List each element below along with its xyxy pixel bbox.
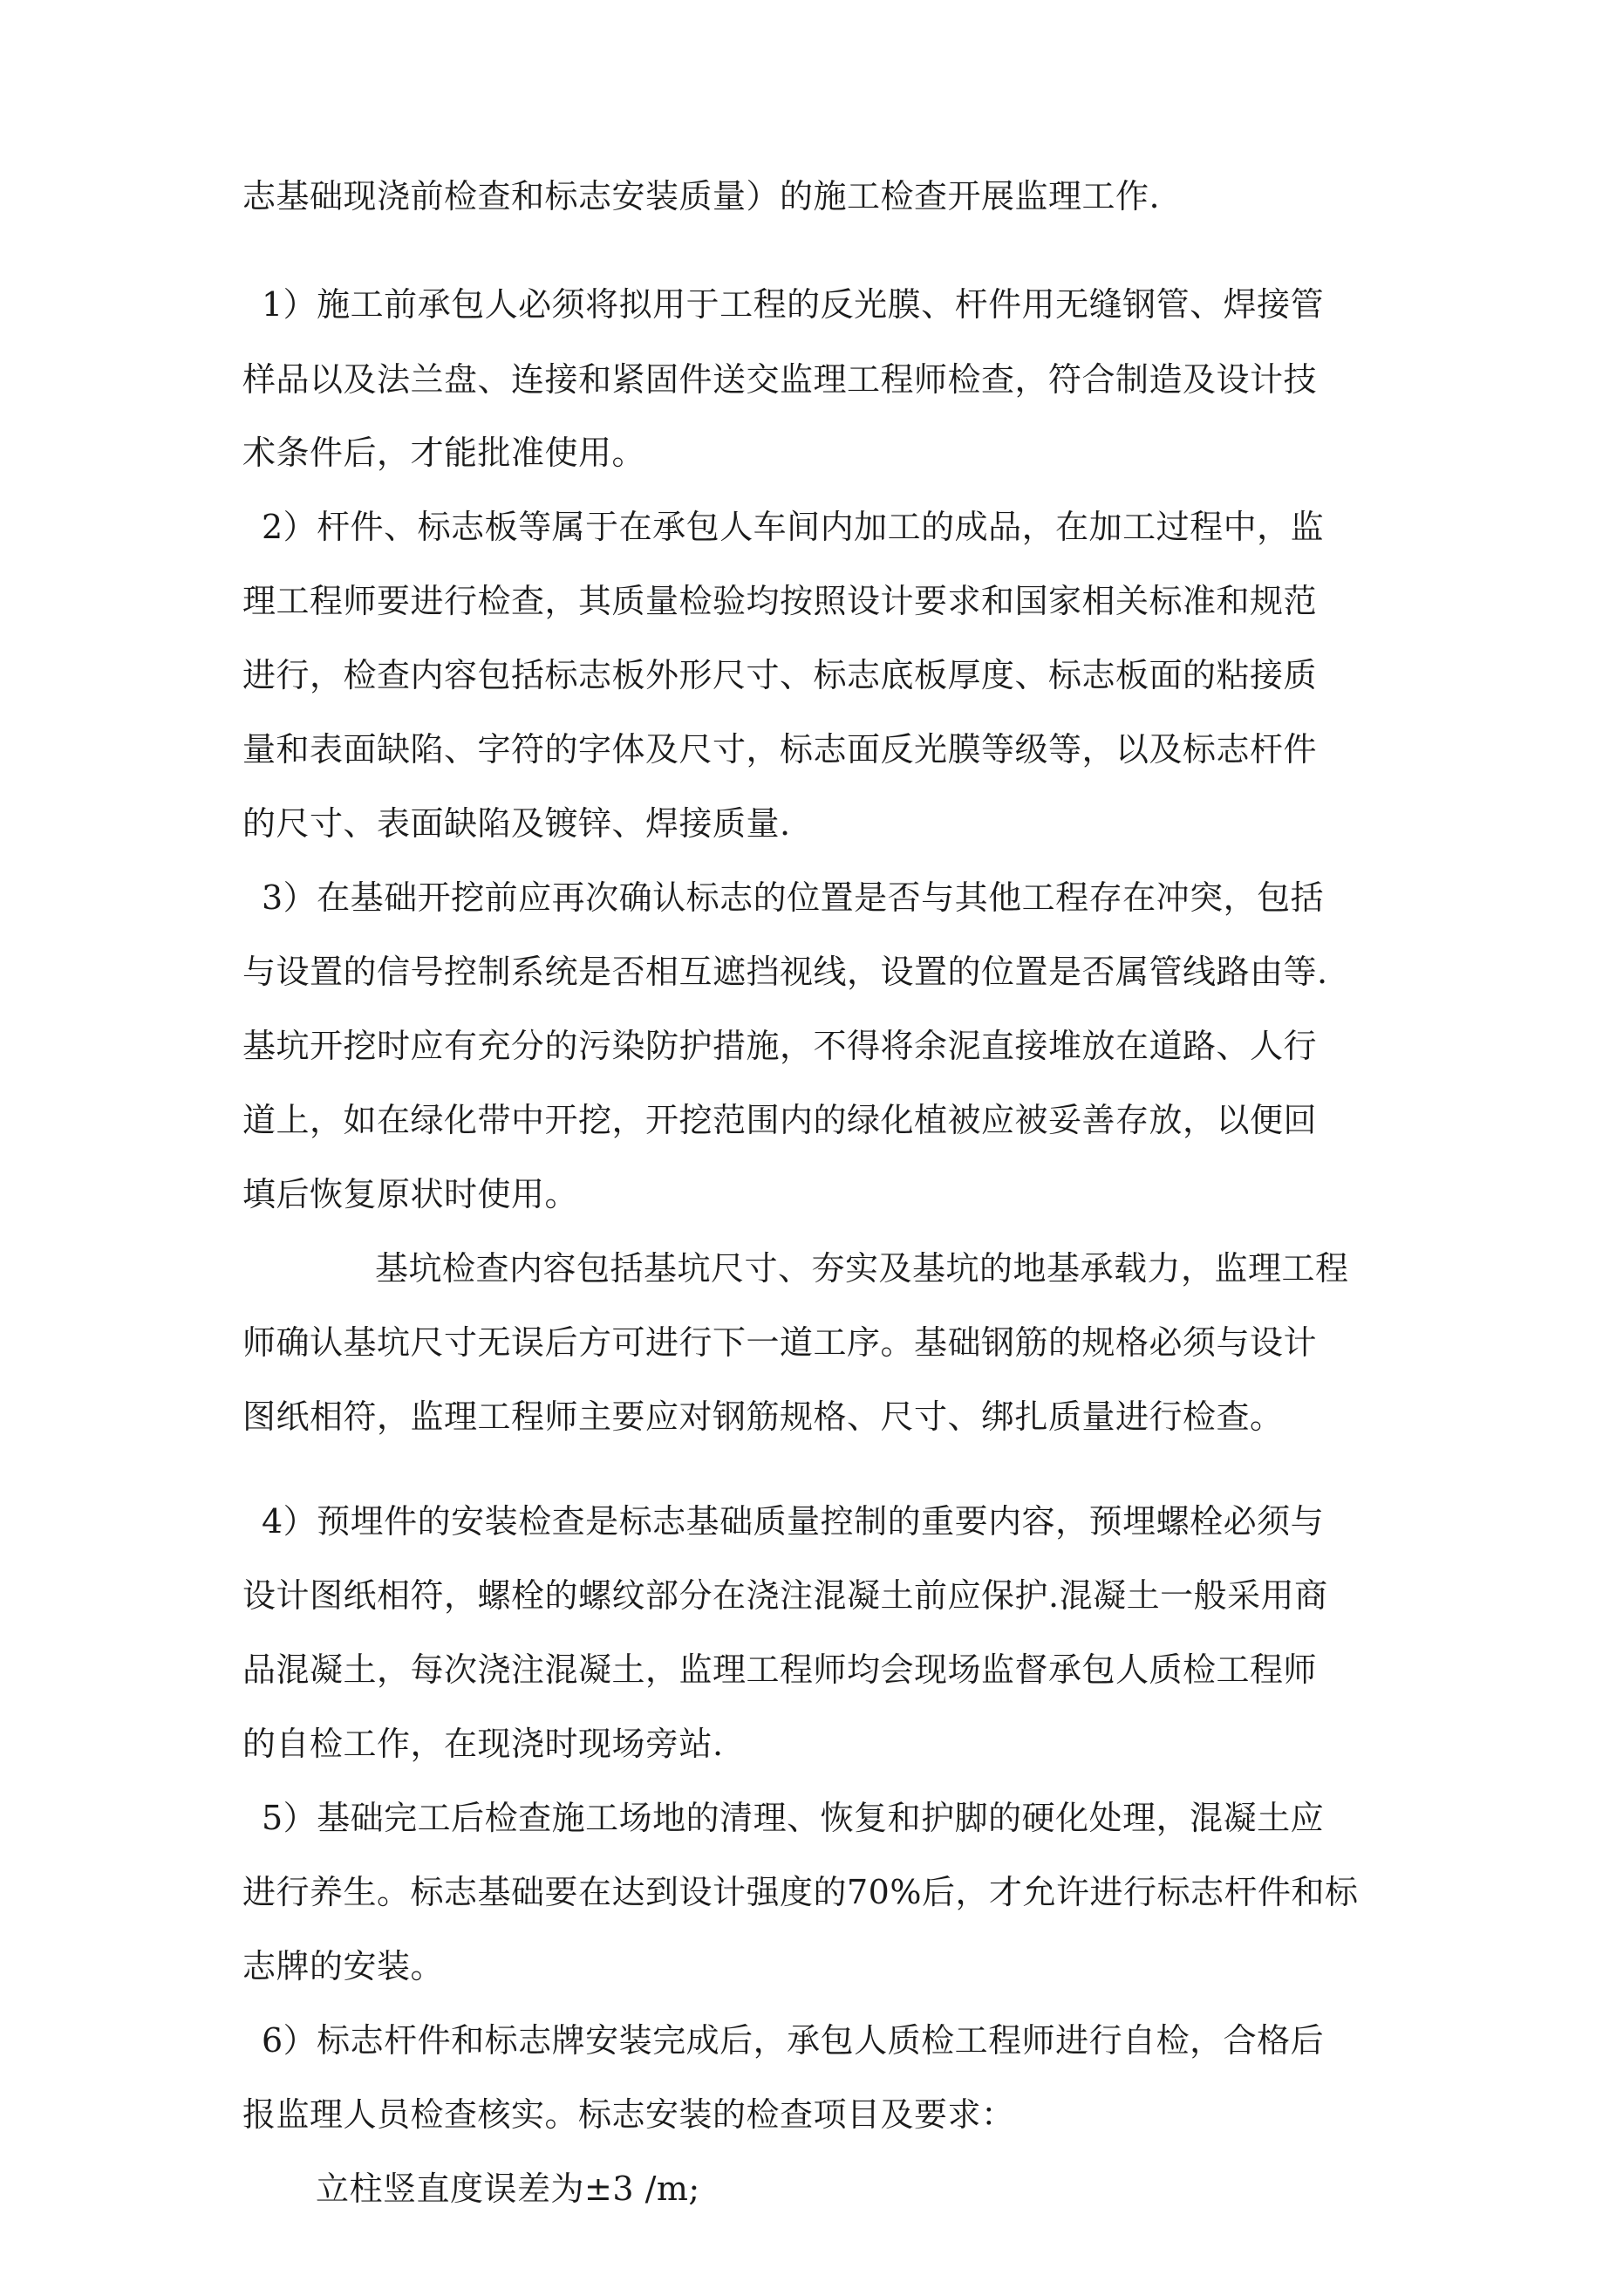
text-line: 志牌的安装。 — [242, 1947, 445, 1985]
text-line: 基坑开挖时应有充分的污染防护措施，不得将余泥直接堆放在道路、人行 — [242, 1027, 1318, 1065]
text-line: 理工程师要进行检查，其质量检验均按照设计要求和国家相关标准和规范 — [242, 582, 1318, 620]
text-line: 与设置的信号控制系统是否相互遮挡视线，设置的位置是否属管线路由等. — [242, 953, 1328, 991]
text-line: 品混凝土，每次浇注混凝土，监理工程师均会现场监督承包人质检工程师 — [242, 1650, 1318, 1689]
text-line: 样品以及法兰盘、连接和紧固件送交监理工程师检查，符合制造及设计技 — [242, 360, 1318, 399]
list-item-5-line: 5）基础完工后检查施工场地的清理、恢复和护脚的硬化处理，混凝土应 — [262, 1799, 1325, 1837]
text-line: 设计图纸相符，螺栓的螺纹部分在浇注混凝土前应保护.混凝土一般采用商 — [242, 1576, 1328, 1615]
text-line: 的自检工作，在现浇时现场旁站. — [242, 1725, 724, 1763]
text-line: 量和表面缺陷、字符的字体及尺寸，标志面反光膜等级等，以及标志杆件 — [242, 730, 1318, 769]
list-item-1-line: 1）施工前承包人必须将拟用于工程的反光膜、杆件用无缝钢管、焊接管 — [262, 285, 1325, 324]
text-line: 进行养生。标志基础要在达到设计强度的70%后，才允许进行标志杆件和标 — [242, 1873, 1359, 1911]
requirement-line: 立柱竖直度误差为±3 /m; — [316, 2170, 700, 2208]
text-line: 进行，检查内容包括标志板外形尺寸、标志底板厚度、标志板面的粘接质 — [242, 656, 1318, 694]
text-line: 师确认基坑尺寸无误后方可进行下一道工序。基础钢筋的规格必须与设计 — [242, 1323, 1318, 1362]
text-line: 道上，如在绿化带中开挖，开挖范围内的绿化植被应被妥善存放，以便回 — [242, 1101, 1318, 1139]
list-item-3-line: 3）在基础开挖前应再次确认标志的位置是否与其他工程存在冲突，包括 — [262, 878, 1325, 917]
text-line: 术条件后，才能批准使用。 — [242, 434, 646, 472]
text-line: 图纸相符，监理工程师主要应对钢筋规格、尺寸、绑扎质量进行检查。 — [242, 1397, 1284, 1436]
list-item-4-line: 4）预埋件的安装检查是标志基础质量控制的重要内容，预埋螺栓必须与 — [262, 1502, 1325, 1541]
text-line: 报监理人员检查核实。标志安装的检查项目及要求： — [242, 2095, 1015, 2134]
list-item-6-line: 6）标志杆件和标志牌安装完成后，承包人质检工程师进行自检，合格后 — [262, 2021, 1325, 2060]
list-item-2-line: 2）杆件、标志板等属于在承包人车间内加工的成品，在加工过程中，监 — [262, 508, 1325, 546]
text-line: 的尺寸、表面缺陷及镀锌、焊接质量. — [242, 804, 791, 843]
paragraph-line: 基坑检查内容包括基坑尺寸、夯实及基坑的地基承载力，监理工程 — [375, 1249, 1349, 1288]
text-line: 填后恢复原状时使用。 — [242, 1175, 579, 1213]
text-line: 志基础现浇前检查和标志安装质量）的施工检查开展监理工作. — [242, 177, 1161, 215]
